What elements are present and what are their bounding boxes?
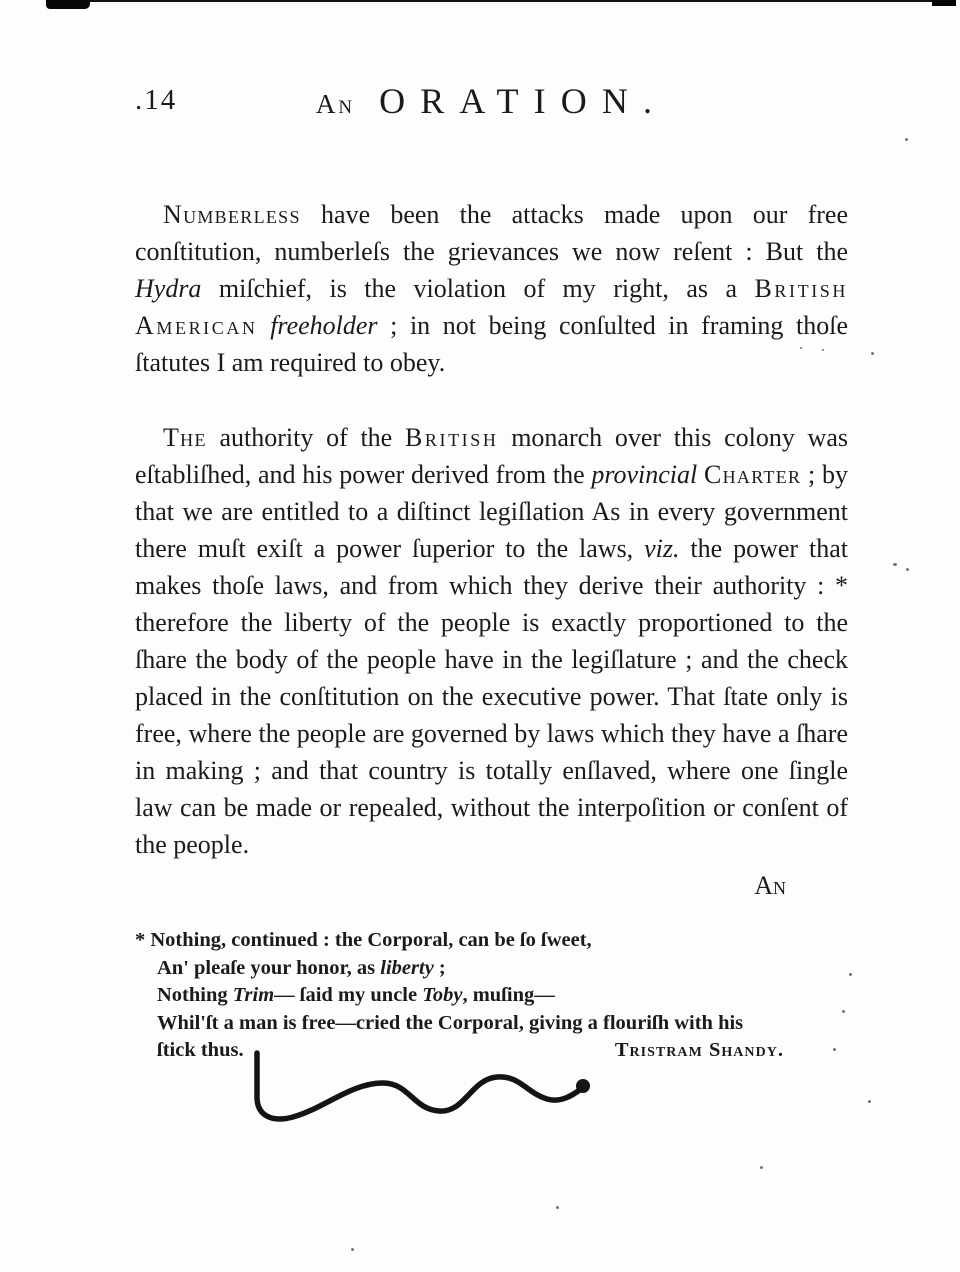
paragraph-2: The authority of the British monarch over this colony was eſtabliſhed, and his power derived from the provincial Charter ; by that we are entitled to a diſtinct legiſlation As in every government there muſt exiſt a power ſuperior to the laws, viz. the power that makes thoſe laws, and from which they derive their authority : * therefore the liberty of the people is exactly proportioned to the ſhare the body of the people have in the legiſlature ; and the check placed in the conſtitution on the executive power. That ſtate only is free, where the people are governed by laws which they have a ſhare in making ; and that country is totally enſlaved, where one ſingle law can be made or repealed, without the interpoſition or conſent of the people. [135, 423, 848, 859]
running-title [135, 80, 848, 122]
noise-speck [556, 1206, 559, 1209]
squiggle-flourish-icon [247, 1049, 607, 1149]
noise-speck [760, 1166, 763, 1169]
noise-speck [833, 1048, 836, 1051]
noise-speck [849, 973, 852, 976]
paragraph-1: Numberless have been the attacks made upon our free conſtitution, numberleſs the grievances we now reſent : But the Hydra miſchief, is the violation of my right, as a British American freeholder ; in not being conſulted in framing thoſe ſtatutes I am required to obey. [135, 200, 849, 377]
scan-blob-top-right [932, 0, 956, 6]
footnote-line-3: Nothing Trim— ſaid my uncle Toby, muſing— [157, 984, 555, 1006]
noise-speck [868, 1100, 871, 1103]
text-block [135, 0, 848, 1149]
footnote-line-1: * Nothing, continued : the Corporal, can be ſo ſweet, [135, 929, 592, 951]
footnote-attribution: Tristram Shandy. [614, 1039, 784, 1061]
catchword: An [754, 871, 786, 900]
noise-speck [822, 349, 824, 351]
noise-speck [351, 1248, 354, 1251]
footnote-line-5-text: ſtick thus. [157, 1039, 244, 1061]
page-header [135, 0, 848, 132]
noise-speck [905, 138, 908, 141]
footnote [135, 927, 848, 1065]
noise-speck [893, 563, 897, 566]
noise-speck [906, 568, 909, 571]
noise-speck [871, 352, 874, 355]
page-number: .14 [135, 84, 178, 116]
noise-speck [800, 347, 802, 349]
scan-blob-top-left [46, 0, 90, 9]
footnote-line-2: An' pleaſe your honor, as liberty ; [157, 956, 446, 979]
noise-speck [842, 1010, 845, 1013]
footnote-line-4: Whil'ſt a man is free—cried the Corporal, giving a flouriſh with his [157, 1011, 744, 1034]
running-title-main: ORATION. [379, 81, 668, 121]
running-title-an: An [315, 89, 356, 119]
